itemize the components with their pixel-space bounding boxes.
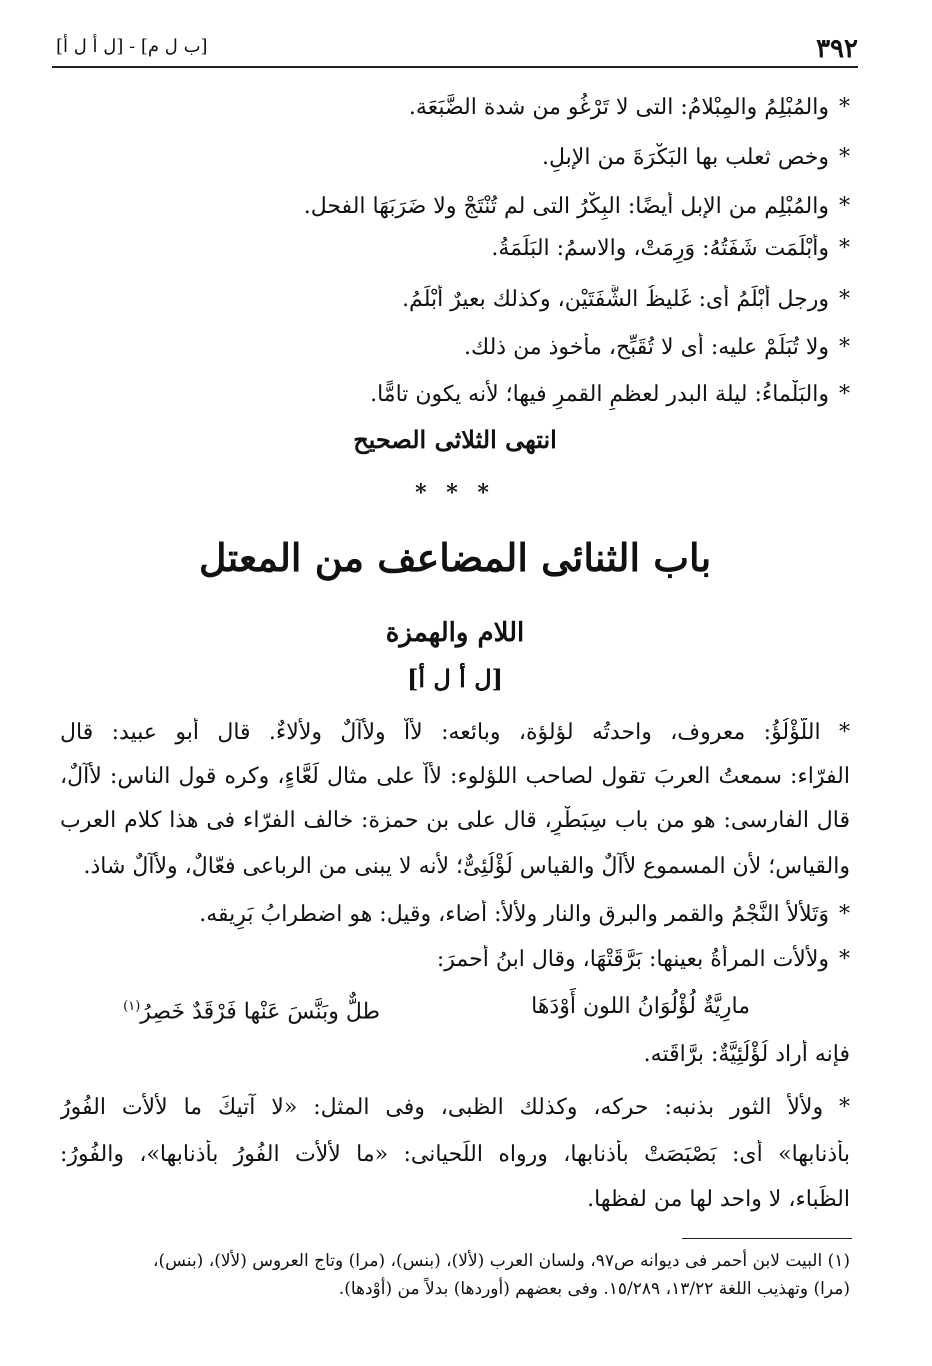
section-end-note: انتهى الثلاثى الصحيح xyxy=(353,425,557,454)
entry-line: فإنه أراد لُؤْلُئِيَّةٌ: برَّاقَته. xyxy=(643,1042,850,1067)
page-number: ٣٩٢ xyxy=(816,34,858,64)
paragraph-line: قال الفارسى: هو من باب سِبَطْرٍ، قال على بن حمزة: خالف الفرّاء فى هذا كلام العرب xyxy=(60,808,850,833)
paragraph-line: الظِّباء، لا واحد لها من لفظها. xyxy=(587,1187,850,1212)
entry-line: *والمُبْلِم من الإبل أيضًا: البِكْرُ التى لم تُنْتَجْ ولا ضَرَبَهَا الفحل. xyxy=(303,194,850,219)
separator-stars: * * * xyxy=(415,480,495,506)
root-heading: [ل أ ل أ] xyxy=(407,664,503,693)
page-header xyxy=(52,32,858,68)
entry-line: *وخص ثعلب بها البَكْرَةَ من الإبلِ. xyxy=(542,145,850,170)
paragraph-line: الفرّاء: سمعتُ العربَ تقول لصاحب اللؤلوء: لأَّاٌ على مثال لَعَّاءٍ، وكره قول الناس: لأآلٌ، xyxy=(60,764,850,789)
paragraph-line: * ولألأ الثور بذنبه: حركه، وكذلك الظبى، وفى المثل: «لا آتيكَ ما لألأَت الفُورُ xyxy=(60,1095,850,1120)
entry-line: *ولألأت المرأةُ بعينها: بَرَّقَتْهَا، وقال ابنُ أحمرَ: xyxy=(436,947,850,972)
entry-line: *ورجل أَبْلَمُ أى: غَليظُ الشَّفَتَيْن، وكذلك بعيرٌ أَبْلَمُ. xyxy=(402,287,850,312)
entry-line: *وَتَلألأَ النَّجْمُ والقمر والبرق والنار ولألأَ: أضاء، وقيل: هو اضطرابُ بَرِيقه. xyxy=(199,902,850,927)
paragraph-line: والقياس؛ لأن المسموع لأآلٌ والقياس لُؤْلُئِىٌّ؛ لأنه لا يبنى من الرباعى فعّالٌ، ولأآلٌ شاذ. xyxy=(83,854,850,879)
entry-line: *والمُبْلِمُ والمِبْلامُ: التى لا تَرْغُو من شدة الضَّبَعَة. xyxy=(408,95,850,120)
entry-line: *ولا تُبَلِّمْ عليه: أى لا تُقَبِّح، مأخوذ من ذلك. xyxy=(464,335,850,360)
footnote-rule xyxy=(682,1238,852,1239)
section-title: اللام والهمزة xyxy=(385,618,525,648)
verse-hemistich-1: مارِيَّةٌ لُؤْلُوَانُ اللون أَوْدَهَا xyxy=(531,994,750,1019)
paragraph-line: * اللُّؤْلُؤُ: معروف، واحدتُه لؤلؤة، وبائعه: لأَّاٌ ولأآلٌ ولألاءٌ. قال أبو عبيد: قال xyxy=(60,720,850,745)
footnote-line: (١) البيت لابن أحمر فى ديوانه ص٩٧، ولسان العرب (لألا)، (بنس)، (مرا) وتاج العروس (لألا)، (بنس)، xyxy=(153,1251,850,1271)
running-head-roots: [ب ل م] - [ل أ ل أ] xyxy=(56,36,208,57)
chapter-title: باب الثنائى المضاعف من المعتل xyxy=(198,535,712,580)
footnote-line: (مرا) وتهذيب اللغة ١٣/٢٢، ١٥/٢٨٩. وفى بعضهم (أوردها) بدلاً من (أوْدها). xyxy=(338,1279,850,1299)
footnote-marker: (١) xyxy=(123,999,141,1014)
paragraph-line: بأذنابها» أى: بَصْبَصَتْ بأذنابها، ورواه اللِّحيانى: «ما لألأَت الفُورُ بأذنابها»، والفُورُ: xyxy=(60,1142,850,1167)
entry-line: *والبَلْماءُ: ليلة البدر لعظمِ القمرِ فيها؛ لأنه يكون تامًّا. xyxy=(370,382,850,407)
entry-line: *وأبْلَمَت شَفَتُهُ: وَرِمَتْ، والاسمُ: البَلَمَةُ. xyxy=(491,236,850,261)
verse-hemistich-2: طلٌّ وبَنَّسَ عَنْها فَرْقَدٌ خَصِرُ$^{(١)}$ xyxy=(123,999,380,1025)
